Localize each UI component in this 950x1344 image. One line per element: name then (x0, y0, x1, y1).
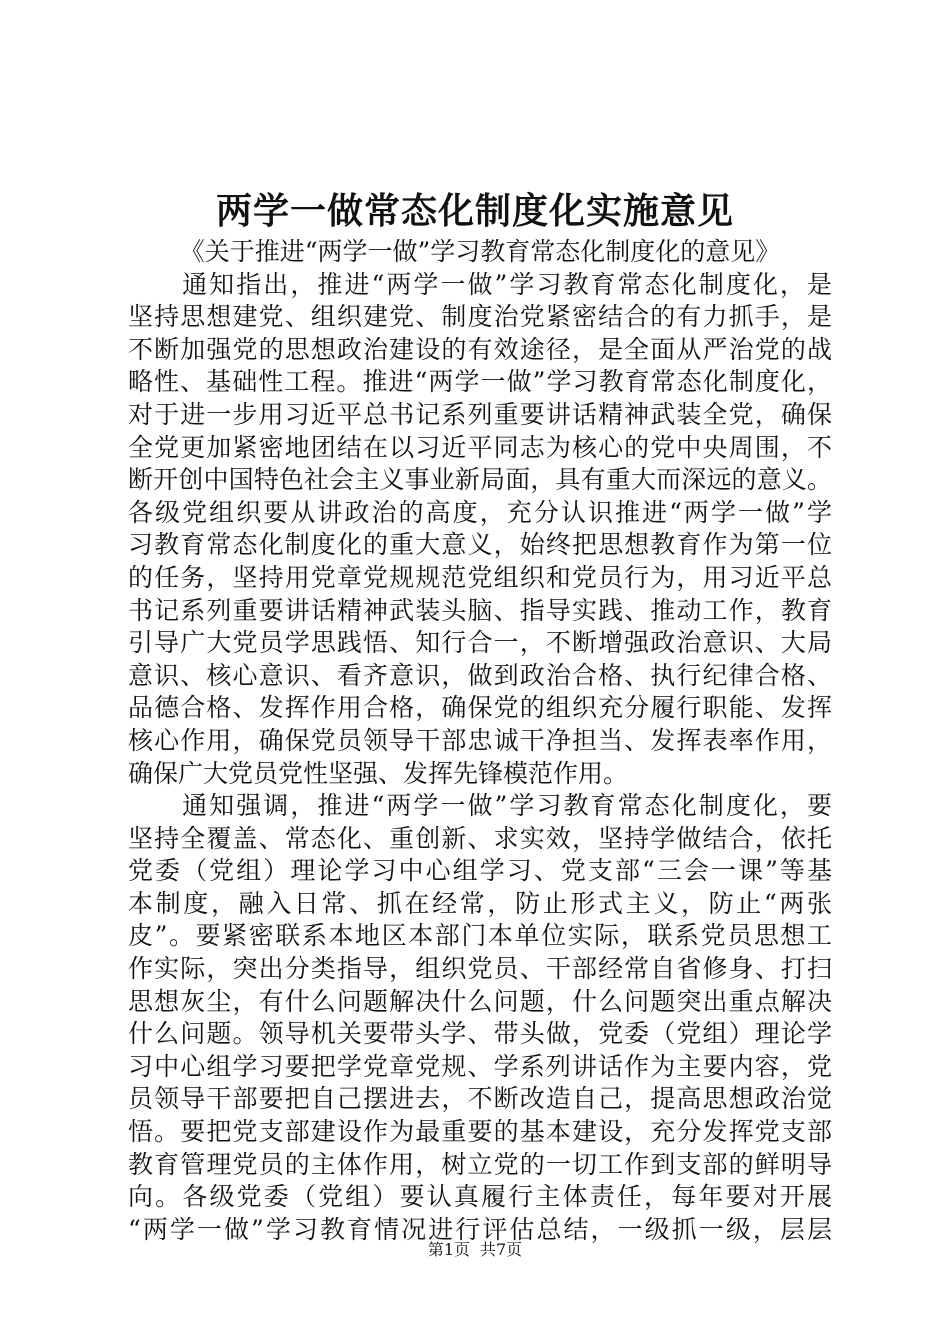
text-line: 《关于推进“两学一做”学习教育常态化制度化的意见》 (179, 237, 781, 266)
text-line: 全党更加紧密地团结在以习近平同志为核心的党中央周围，不 (128, 432, 832, 462)
text-line: 向。各级党委（党组）要认真履行主体责任，每年要对开展 (128, 1182, 832, 1212)
text-line: 引导广大党员学思践悟、知行合一，不断增强政治意识、大局 (128, 628, 832, 658)
text-line: 通知指出，推进“两学一做”学习教育常态化制度化，是 (128, 269, 832, 299)
text-line: 习教育常态化制度化的重大意义，始终把思想教育作为第一位 (128, 530, 832, 560)
text-line: 坚持思想建党、组织建党、制度治党紧密结合的有力抓手，是 (128, 302, 832, 332)
text-line: 员领导干部要把自己摆进去，不断改造自己，提高思想政治觉 (128, 1084, 832, 1114)
text-line: 书记系列重要讲话精神武装头脑、指导实践、推动工作，教育 (128, 595, 832, 625)
page-number: 第1页 (427, 1240, 470, 1259)
text-line: 通知强调，推进“两学一做”学习教育常态化制度化，要 (128, 791, 832, 821)
text-line: 皮”。要紧密联系本地区本部门本单位实际，联系党员思想工 (128, 921, 832, 951)
text-line: 教育管理党员的主体作用，树立党的一切工作到支部的鲜明导 (128, 1149, 832, 1179)
text-line: 品德合格、发挥作用合格，确保党的组织充分履行职能、发挥 (128, 693, 832, 723)
text-line: 悟。要把党支部建设作为最重要的基本建设，充分发挥党支部 (128, 1117, 832, 1147)
text-line: 坚持全覆盖、常态化、重创新、求实效，坚持学做结合，依托 (128, 823, 832, 853)
document-title: 两学一做常态化制度化实施意见 (215, 190, 734, 232)
text-line: 意识、核心意识、看齐意识，做到政治合格、执行纪律合格、 (128, 660, 832, 690)
text-line: 断开创中国特色社会主义事业新局面，具有重大而深远的意义。 (128, 465, 832, 495)
text-line: 思想灰尘，有什么问题解决什么问题，什么问题突出重点解决 (128, 986, 832, 1016)
text-line: 党委（党组）理论学习中心组学习、党支部“三会一课”等基 (128, 856, 832, 886)
document-body (128, 236, 832, 1246)
page-footer (0, 1240, 950, 1260)
text-line: 确保广大党员党性坚强、发挥先锋模范作用。 (128, 758, 629, 788)
text-line: 习中心组学习要把学党章党规、学系列讲话作为主要内容，党 (128, 1051, 832, 1081)
text-line: 的任务，坚持用党章党规规范党组织和党员行为，用习近平总 (128, 562, 832, 592)
text-line: 本制度，融入日常、抓在经常，防止形式主义，防止“两张 (128, 888, 832, 918)
text-line: 各级党组织要从讲政治的高度，充分认识推进“两学一做”学 (128, 497, 832, 527)
text-line: 什么问题。领导机关要带头学、带头做，党委（党组）理论学 (128, 1019, 832, 1049)
text-line: 略性、基础性工程。推进“两学一做”学习教育常态化制度化， (128, 367, 832, 397)
text-line: 不断加强党的思想政治建设的有效途径，是全面从严治党的战 (128, 334, 832, 364)
text-line: 核心作用，确保党员领导干部忠诚干净担当、发挥表率作用， (128, 725, 832, 755)
text-line: 作实际，突出分类指导，组织党员、干部经常自省修身、打扫 (128, 954, 832, 984)
page-total: 共7页 (480, 1240, 523, 1259)
text-line: “两学一做”学习教育情况进行评估总结，一级抓一级，层层 (128, 1214, 832, 1244)
text-line: 对于进一步用习近平总书记系列重要讲话精神武装全党，确保 (128, 399, 832, 429)
